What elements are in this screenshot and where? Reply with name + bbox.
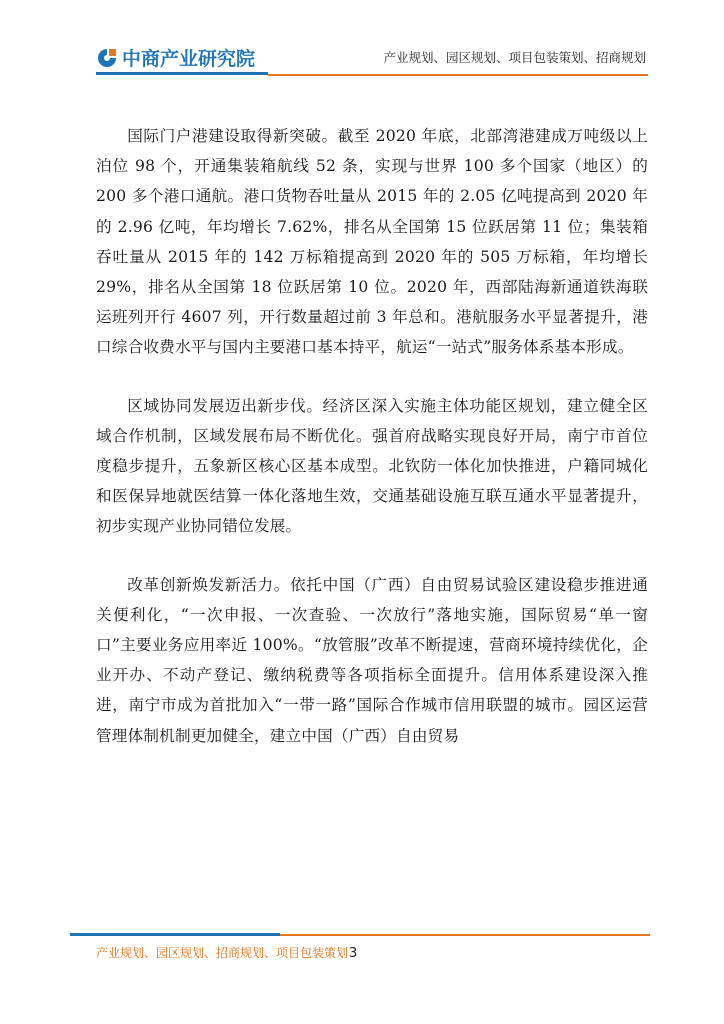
- page-number: 3: [349, 946, 358, 961]
- header-slogan: 产业规划、园区规划、项目包装策划、招商规划: [383, 50, 646, 65]
- page-footer: [96, 944, 357, 961]
- logo-text: 中商产业研究院: [122, 48, 256, 70]
- paragraph-regional-coordination: 区域协同发展迈出新步伐。经济区深入实施主体功能区规划，建立健全区域合作机制，区域发展布局不断优化。强首府战略实现良好开局，南宁市首位度稳步提升，五象新区核心区基本成型。北钦防一体化加快推进，户籍同城化和医保异地就医结算一体化落地生效，交通基础设施互联互通水平显著提升，初步实现产业协同错位发展。: [96, 396, 648, 536]
- paragraph-reform-innovation: 改革创新焕发新活力。依托中国（广西）自由贸易试验区建设稳步推进通关便利化，“一次申报、一次查验、一次放行”落地实施，国际贸易“单一窗口”主要业务应用率近 100%。“放管服”改革不断提速，营商环境持续优化，企业开办、不动产登记、缴纳税费等各项指标全面提升。信用体系建设深入推进，南宁市成为首批加入“一带一路”国际合作城市信用联盟的城市。园区运营管理体制机制更加健全，建立中国（广西）自由贸易: [96, 575, 648, 745]
- footer-divider-blue: [70, 933, 280, 936]
- header-divider-orange: [268, 74, 648, 76]
- footer-slogan: 产业规划、园区规划、招商规划、项目包装策划: [96, 946, 349, 960]
- footer-divider-orange: [280, 934, 650, 936]
- document-body: [96, 121, 648, 779]
- paragraph-port-construction: 国际门户港建设取得新突破。截至 2020 年底，北部湾港建成万吨级以上泊位 98 个，开通集装箱航线 52 条，实现与世界 100 多个国家（地区）的 200 多个港口通航。港口货物吞吐量从 2015 年的 2.05 亿吨提高到 2020 年的 2.96 亿吨，年均增长 7.62%，排名从全国第 15 位跃居第 11 位；集装箱吞吐量从 2015 年的 142 万标箱提高到 2020 年的 505 万标箱，年均增长 29%，排名从全国第 18 位跃居第 10 位。2020 年，西部陆海新通道铁海联运班列开行 4607 列，开行数量超过前 3 年总和。港航服务水平显著提升，港口综合收费水平与国内主要港口基本持平，航运“一站式”服务体系基本形成。: [96, 127, 648, 357]
- page-header: [0, 0, 724, 80]
- logo-icon: [96, 47, 118, 69]
- header-divider-blue: [96, 72, 268, 75]
- company-logo[interactable]: [96, 44, 255, 71]
